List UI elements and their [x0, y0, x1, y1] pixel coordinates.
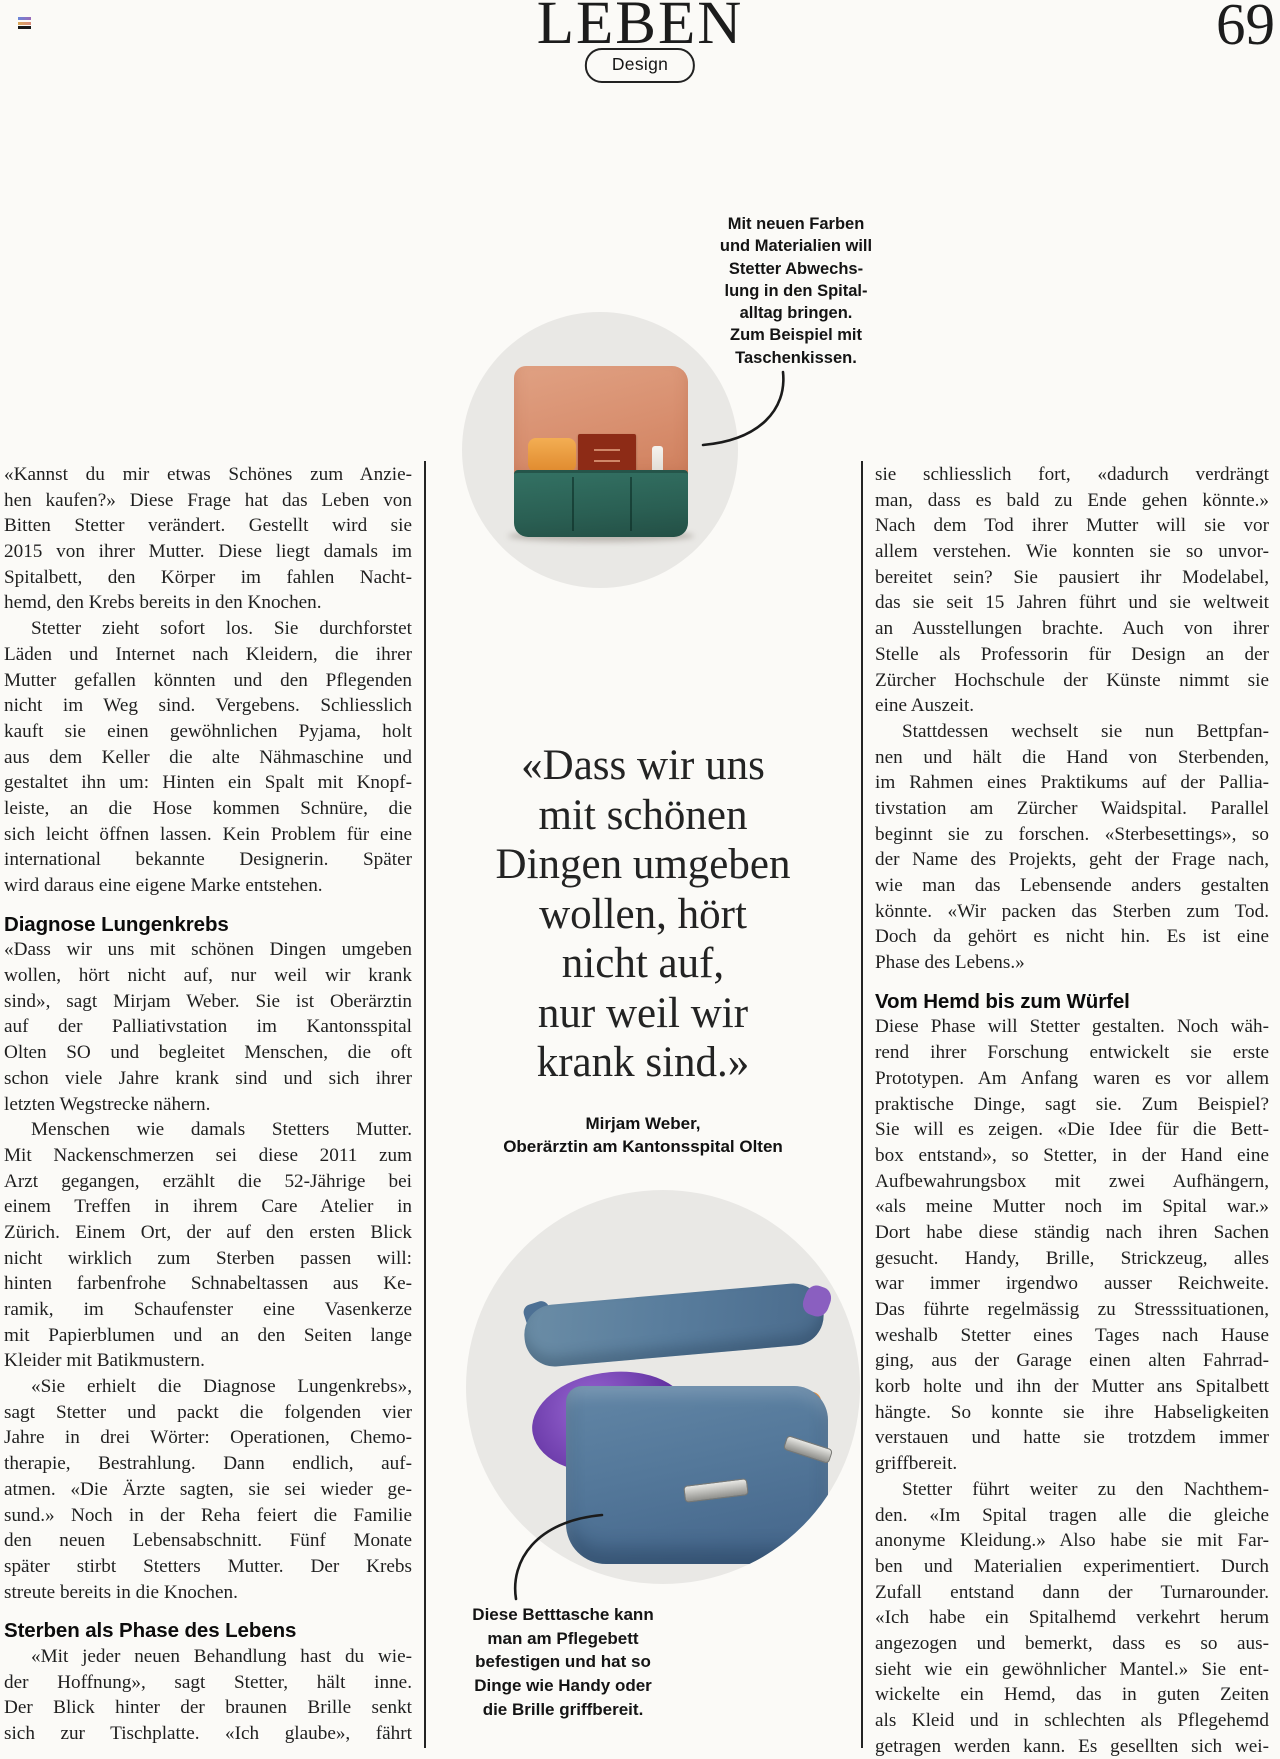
- text-line: beginnt sie zu forschen. «Sterbesettings», so: [875, 823, 1269, 845]
- caption-line: die Brille griffbereit.: [482, 1699, 644, 1719]
- text-line: das sie seit 15 Jahren führt und sie weltweit: [875, 592, 1269, 614]
- text-line: nicht wirklich zum Sterben passen will:: [4, 1247, 412, 1269]
- text-line: Dort habe diese ständig nach ihren Sachen: [875, 1221, 1269, 1243]
- text-line: nen und hält die Hand von Sterbenden,: [875, 746, 1269, 768]
- pillow-pocket: [514, 470, 688, 537]
- text-line: sund.» Noch in der Reha feiert die Familie: [4, 1504, 412, 1526]
- caption-line: Mit neuen Farben: [727, 215, 865, 233]
- text-line: Sie will es zeigen. «Die Idee für die Bett-: [875, 1119, 1269, 1141]
- text-line: griffbereit.: [875, 1453, 958, 1475]
- text-line: getragen werden kann. Es gesellten sich wei-: [875, 1735, 1269, 1757]
- category-badge: Design: [585, 48, 695, 83]
- text-line: wie man das Lebensende anders gestalten: [875, 875, 1269, 896]
- caption-line: Diese Betttasche kann: [472, 1605, 654, 1624]
- caption-line: befestigen und hat so: [475, 1652, 651, 1672]
- text-line: Phase des Lebens.»: [875, 952, 1025, 974]
- text-line: gesucht. Handy, Brille, Strickzeug, alles: [875, 1247, 1269, 1269]
- text-line: eine Auszeit.: [875, 695, 975, 717]
- text-line: verstauen und hatte sie trotzdem immer: [875, 1427, 1269, 1449]
- pull-quote: [427, 741, 859, 1088]
- text-line: allem verstehen. Wie konnten sie so unvor-: [875, 541, 1269, 563]
- text-line: hinten farbenfrohe Schnabeltassen aus Ke-: [4, 1273, 412, 1295]
- text-line: Kleider mit Batikmustern.: [4, 1350, 205, 1372]
- text-line: Doch da gehört es nicht hin. Es ist eine: [875, 926, 1269, 948]
- text-line: kauft sie einen gewöhnlichen Pyjama, holt: [4, 720, 412, 742]
- subheading: Diagnose Lungenkrebs: [4, 912, 229, 936]
- text-line: Mit Nackenschmerzen sei diese 2011 zum: [4, 1144, 412, 1166]
- text-line: Der Blick hinter der braunen Brille senkt: [4, 1697, 412, 1719]
- text-line: «Dass wir uns mit schönen Dingen umgeben: [4, 939, 412, 961]
- text-line: Spitalbett, den Körper im fahlen Nacht-: [4, 566, 412, 588]
- text-line: «Ich habe ein Spitalhemd verkehrt herum: [875, 1607, 1269, 1629]
- text-line: den neuen Lebensabschnitt. Fünf Monate: [4, 1530, 412, 1552]
- text-line: wickelte ein Hemd, das in guten Zeiten: [875, 1684, 1269, 1706]
- pocket-seam: [630, 477, 632, 531]
- text-line: sich leicht öffnen lassen. Kein Problem für eine: [4, 823, 412, 845]
- text-line: streute bereits in die Knochen.: [4, 1581, 238, 1603]
- text-line: Stetter zieht sofort los. Sie durchforstet: [31, 618, 412, 640]
- orange-pack: [528, 438, 576, 472]
- text-line: Zürich. Einem Ort, der auf den ersten Blick: [4, 1221, 412, 1243]
- caption-line: man am Pflegebett: [487, 1628, 639, 1648]
- caption-connector-line: [506, 1505, 614, 1605]
- attribution-line: Oberärztin am Kantonsspital Olten: [503, 1137, 783, 1156]
- text-line: mit Papierblumen und an den Seiten lange: [4, 1324, 412, 1346]
- text-line: sie schliesslich fort, «dadurch verdrängt: [875, 464, 1269, 485]
- text-line: Das führte regelmässig zu Stresssituationen,: [875, 1299, 1269, 1321]
- subheading: Vom Hemd bis zum Würfel: [875, 989, 1130, 1013]
- text-line: nicht im Weg sind. Vergebens. Schliesslich: [4, 695, 412, 717]
- text-line: der Name des Projekts, geht der Frage nach,: [875, 849, 1269, 871]
- text-line: «Sie erhielt die Diagnose Lungenkrebs»,: [31, 1376, 412, 1398]
- text-line: «Kannst du mir etwas Schönes zum Anzie-: [4, 464, 412, 485]
- text-line: Nach dem Tod ihrer Mutter will sie vor: [875, 515, 1269, 537]
- text-line: den. «Im Spital tragen alle die gleiche: [875, 1504, 1269, 1526]
- quote-line: nicht auf,: [561, 940, 725, 987]
- page-number: 69: [1216, 0, 1275, 57]
- caption-line: alltag bringen.: [739, 304, 853, 323]
- text-line: Jahre in drei Wörter: Operationen, Chemo-: [4, 1427, 412, 1449]
- quote-line: «Dass wir uns: [521, 742, 765, 789]
- quote-line: Dingen umgeben: [495, 841, 791, 888]
- text-line: einem Treffen in ihrem Care Atelier in: [4, 1196, 412, 1218]
- text-line: box entstand», so Stetter, in der Hand eine: [875, 1144, 1269, 1166]
- text-line: sieht wie ein gewöhnlicher Mantel.» Sie ent-: [875, 1658, 1269, 1680]
- quote-line: nur weil wir: [537, 989, 749, 1037]
- text-line: Prototypen. Am Anfang waren es vor allem: [875, 1067, 1269, 1089]
- text-line: könnte. «Wir packen das Sterben zum Tod.: [875, 900, 1269, 922]
- text-line: korb holte und ihn der Mutter ans Spitalbett: [875, 1376, 1269, 1398]
- text-line: man, dass es bald zu Ende gehen könnte.»: [875, 489, 1269, 511]
- caption-line: Zum Beispiel mit: [729, 326, 863, 345]
- text-line: Stattdessen wechselt sie nun Bettpfan-: [902, 720, 1269, 742]
- text-line: praktische Dinge, sagt sie. Zum Beispiel?: [875, 1093, 1269, 1115]
- quote-line: wollen, hört: [539, 890, 747, 938]
- text-line: hen kaufen?» Diese Frage hat das Leben von: [4, 489, 412, 511]
- bottom-image-caption: [443, 1603, 683, 1722]
- text-line: ramik, im Schaufenster eine Vasenkerze: [4, 1299, 412, 1321]
- caption-connector-line: [693, 364, 805, 456]
- text-line: Aufbewahrungsbox mit zwei Aufhängern,: [875, 1170, 1269, 1192]
- text-line: Läden und Internet nach Kleidern, die ihrer: [4, 643, 412, 665]
- text-line: Zufall entstand dann der Turnarounder.: [875, 1581, 1269, 1603]
- text-line: letzten Wegstrecke nähern.: [4, 1093, 211, 1115]
- text-line: sind», sagt Mirjam Weber. Sie ist Oberärztin: [4, 990, 412, 1012]
- subheading: Sterben als Phase des Lebens: [4, 1619, 297, 1643]
- text-line: der Hoffnung», sagt Stetter, hält inne.: [4, 1671, 412, 1693]
- text-line: war immer irgendwo ausser Reichweite.: [875, 1273, 1269, 1295]
- text-line: ben und Materialien experimentiert. Durch: [875, 1555, 1269, 1577]
- text-line: rend ihrer Forschung entwickelt sie erste: [875, 1042, 1269, 1064]
- text-line: ging, aus der Garage einen alten Fahrrad-: [875, 1350, 1269, 1372]
- text-line: auf der Palliativstation im Kantonsspital: [4, 1016, 412, 1038]
- text-line: Diese Phase will Stetter gestalten. Noch wäh-: [875, 1016, 1269, 1038]
- text-line: aus dem Keller die alte Nähmaschine und: [4, 746, 412, 768]
- caption-line: lung in den Spital-: [724, 281, 868, 300]
- top-image-caption: [666, 213, 926, 369]
- text-line: hängte. So konnte sie ihre Habseligkeiten: [875, 1401, 1269, 1423]
- text-line: Arzt gegangen, erzählt die 52-Jährige bei: [4, 1170, 412, 1192]
- text-line: Bitten Stetter verändert. Gestellt wird sie: [4, 515, 412, 537]
- article-column-left: [4, 462, 412, 1747]
- text-line: Mutter gefallen könnten und den Pflegenden: [4, 669, 412, 691]
- text-line: schon viele Jahre krank sind und sich ihrer: [4, 1067, 412, 1089]
- text-line: international bekannte Designerin. Später: [4, 849, 412, 871]
- bag-flap: [522, 1281, 826, 1369]
- text-line: therapie, Bestrahlung. Dann endlich, auf-: [4, 1453, 412, 1475]
- caption-line: Dinge wie Handy oder: [474, 1676, 652, 1696]
- text-line: an Ausstellungen brachte. Auch von ihrer: [875, 618, 1269, 640]
- quote-line: krank sind.»: [536, 1039, 750, 1086]
- text-line: weshalb Stetter eines Tages nach Hause: [875, 1324, 1269, 1346]
- text-line: tivstation am Zürcher Waidspital. Parallel: [875, 797, 1269, 819]
- text-line: Stelle als Professorin für Design an der: [875, 643, 1269, 665]
- text-line: «Mit jeder neuen Behandlung hast du wie-: [31, 1645, 412, 1667]
- text-line: «als meine Mutter noch im Spital war.»: [875, 1196, 1269, 1218]
- text-line: hemd, den Krebs bereits in den Knochen.: [4, 592, 322, 614]
- text-line: Menschen wie damals Stetters Mutter.: [31, 1119, 412, 1141]
- text-line: Zürcher Hochschule der Künste nimmt sie: [875, 669, 1269, 691]
- text-line: als Kleid und in schlechten als Pflegehemd: [875, 1710, 1269, 1732]
- text-line: Olten SO und begleitet Menschen, die oft: [4, 1042, 412, 1064]
- text-line: leiste, an die Hose kommen Schnüre, die: [4, 797, 412, 819]
- text-line: im Rahmen eines Praktikums auf der Pallia-: [875, 772, 1269, 794]
- caption-line: Stetter Abwechs-: [728, 259, 864, 278]
- text-line: sich zur Tischplatte. «Ich glaube», fährt: [4, 1723, 412, 1745]
- text-line: später stirbt Stetters Mutter. Der Krebs: [4, 1555, 412, 1577]
- text-line: anonyme Kleidung.» Also habe sie mit Far-: [875, 1530, 1269, 1552]
- text-line: bereitet sein? Sie pausiert ihr Modelabel,: [875, 566, 1269, 588]
- text-line: wollen, hört nicht auf, nur weil wir krank: [4, 965, 412, 987]
- text-line: atmen. «Die Ärzte sagten, sie sei wieder ge-: [4, 1478, 412, 1500]
- caption-line: Taschenkissen.: [735, 348, 857, 367]
- pull-quote-attribution: [427, 1112, 859, 1158]
- text-line: angezogen und bemerkt, dass es so aus-: [875, 1632, 1269, 1654]
- quote-line: mit schönen: [538, 791, 748, 839]
- article-column-right: [875, 462, 1269, 1759]
- text-line: Stetter führt weiter zu den Nachthem-: [902, 1478, 1269, 1500]
- text-line: gestaltet ihn um: Hinten ein Spalt mit Knopf-: [4, 772, 412, 794]
- column-divider-right: [861, 461, 863, 1748]
- column-divider-left: [424, 461, 426, 1748]
- section-title: LEBEN: [536, 0, 744, 57]
- text-line: wird daraus eine eigene Marke entstehen.: [4, 875, 323, 896]
- text-line: 2015 von ihrer Mutter. Diese liegt damals im: [4, 541, 412, 563]
- pocket-seam: [572, 477, 574, 531]
- text-line: sagt Stetter und packt die folgenden vier: [4, 1401, 412, 1423]
- caption-line: und Materialien will: [719, 237, 873, 256]
- attribution-line: Mirjam Weber,: [585, 1114, 701, 1133]
